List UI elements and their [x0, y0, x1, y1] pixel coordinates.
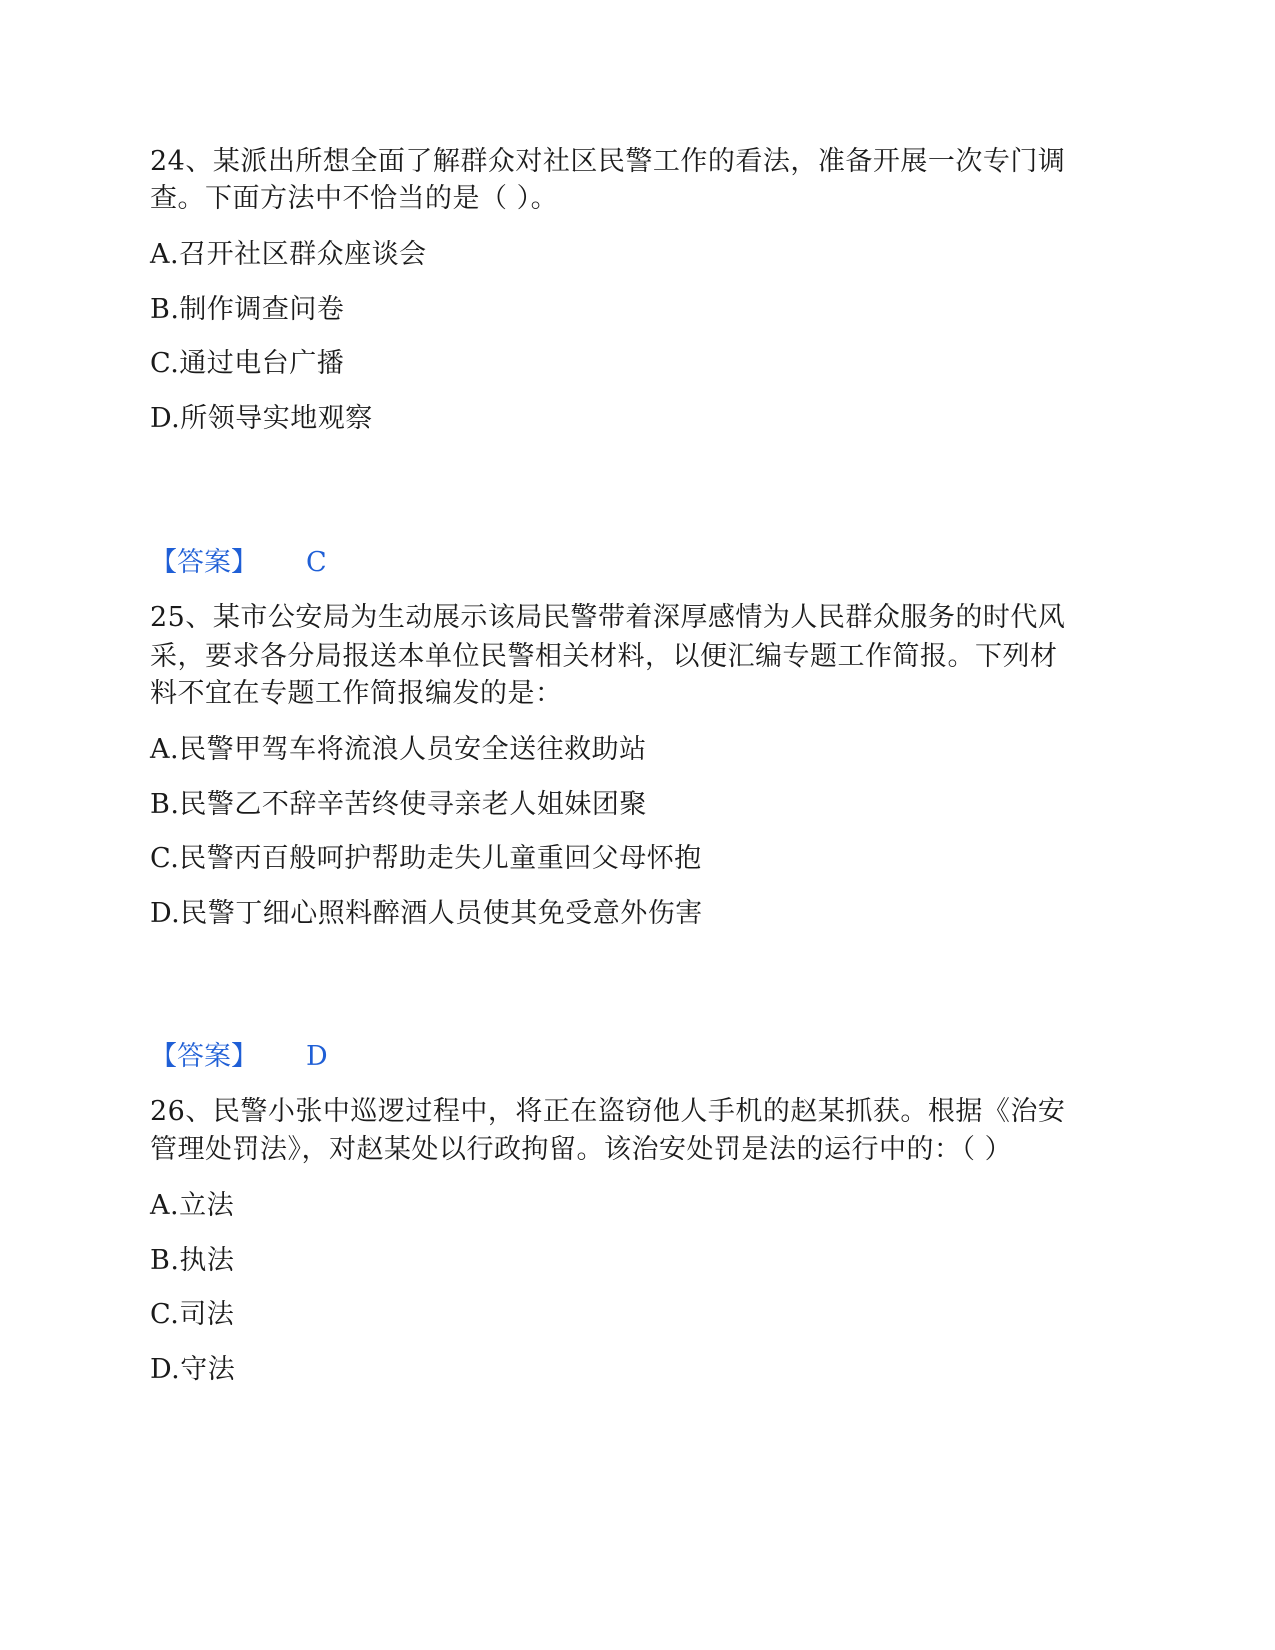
- answer-label: 【答案】: [150, 547, 258, 578]
- question-26-stem-line-1: 26、民警小张中巡逻过程中，将正在盗窃他人手机的赵某抓获。根据《治安: [150, 1096, 1066, 1127]
- question-26-option-c: C.司法: [150, 1299, 235, 1330]
- question-25-option-d: D.民警丁细心照料醉酒人员使其免受意外伤害: [150, 898, 703, 929]
- question-25-option-a: A.民警甲驾车将流浪人员安全送往救助站: [150, 734, 647, 765]
- question-26-option-b: B.执法: [150, 1245, 235, 1276]
- question-26-option-a: A.立法: [150, 1190, 235, 1221]
- question-25-answer: [150, 1040, 328, 1074]
- question-24-option-d: D.所领导实地观察: [150, 403, 373, 434]
- question-24-stem-line-1: 24、某派出所想全面了解群众对社区民警工作的看法，准备开展一次专门调: [150, 146, 1066, 177]
- question-25-option-c: C.民警丙百般呵护帮助走失儿童重回父母怀抱: [150, 843, 702, 874]
- question-25-option-b: B.民警乙不辞辛苦终使寻亲老人姐妹团聚: [150, 789, 647, 820]
- question-24-option-b: B.制作调查问卷: [150, 294, 345, 325]
- question-25-stem-line-2: 采，要求各分局报送本单位民警相关材料，以便汇编专题工作简报。下列材: [150, 641, 1058, 672]
- question-24-answer: [150, 546, 327, 580]
- question-25-stem-line-3: 料不宜在专题工作简报编发的是：: [150, 678, 563, 709]
- question-24-option-c: C.通过电台广播: [150, 348, 345, 379]
- answer-value: C: [306, 547, 327, 578]
- question-26-stem-line-2: 管理处罚法》，对赵某处以行政拘留。该治安处罚是法的运行中的：（ ）: [150, 1134, 1013, 1165]
- question-26-option-d: D.守法: [150, 1354, 236, 1385]
- question-24-stem-line-2: 查。下面方法中不恰当的是（ ）。: [150, 183, 559, 214]
- question-24-option-a: A.召开社区群众座谈会: [150, 239, 427, 270]
- question-25-stem-line-1: 25、某市公安局为生动展示该局民警带着深厚感情为人民群众服务的时代风: [150, 602, 1066, 633]
- answer-value: D: [306, 1041, 328, 1072]
- answer-label: 【答案】: [150, 1041, 258, 1072]
